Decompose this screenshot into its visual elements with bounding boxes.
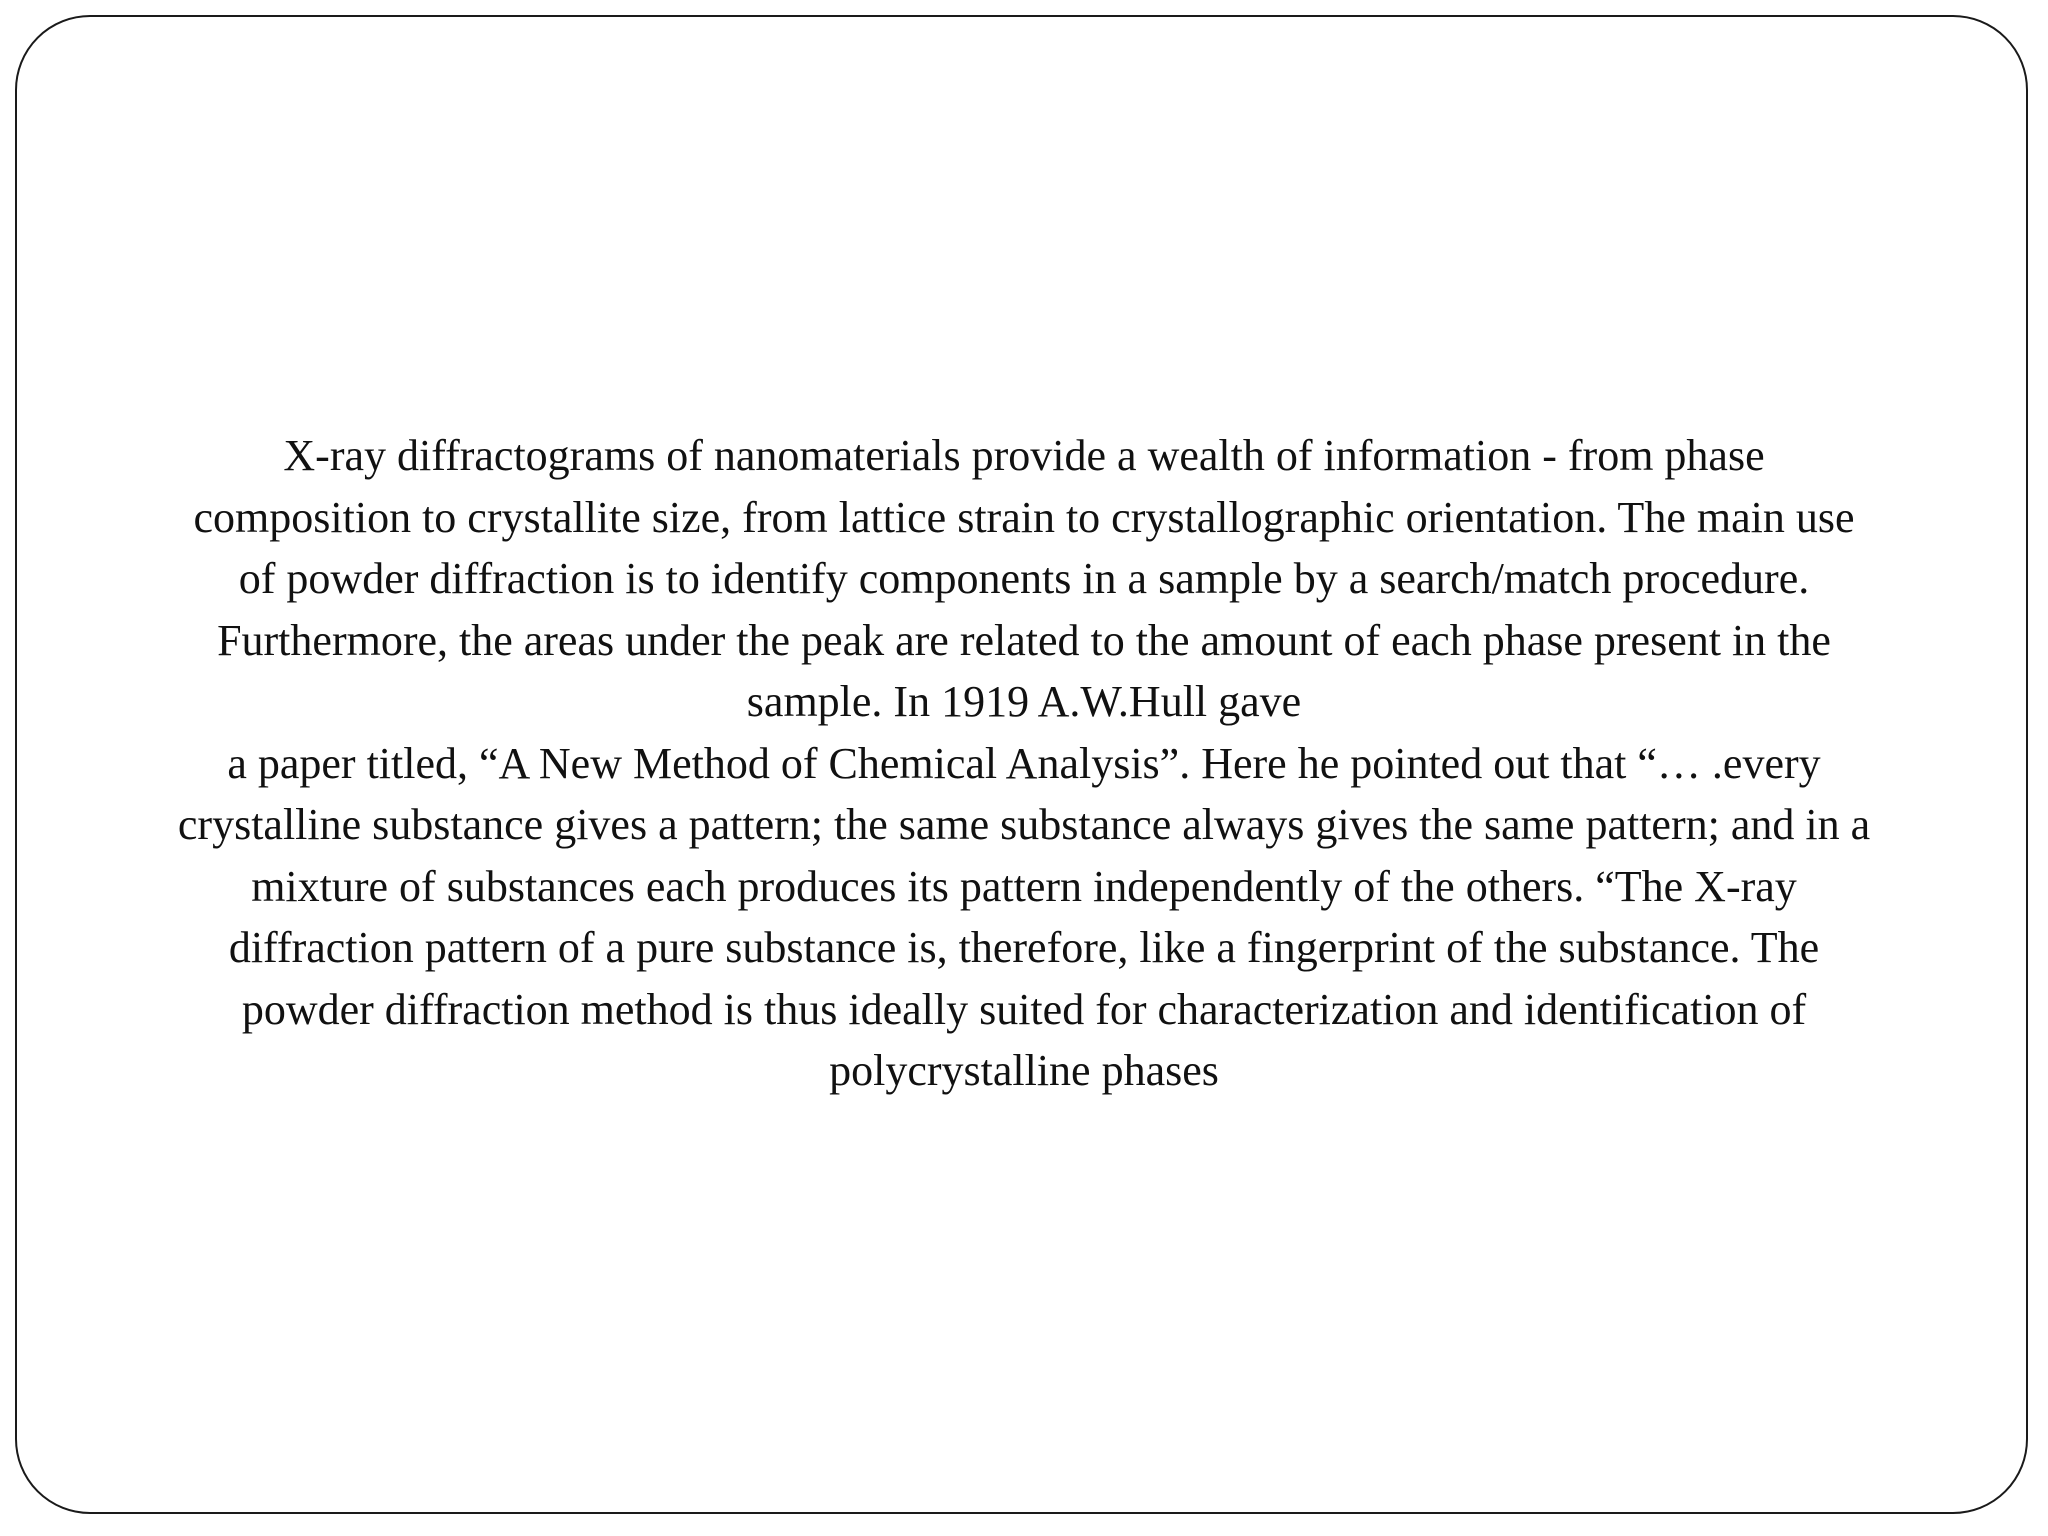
text-line-7: crystalline substance gives a pattern; the same substance always gives the same pattern; and in a xyxy=(177,800,1871,849)
text-line-1: X-ray diffractograms of nanomaterials provide a wealth of information - from phase xyxy=(283,431,1765,480)
slide-body-text xyxy=(34,425,2014,1102)
text-line-11: polycrystalline phases xyxy=(829,1046,1219,1095)
text-line-9: diffraction pattern of a pure substance is, therefore, like a fingerprint of the substance. The xyxy=(228,923,1820,972)
text-line-10: powder diffraction method is thus ideally suited for characterization and identification of xyxy=(241,984,1807,1034)
text-line-5: sample. In 1919 A.W.Hull gave xyxy=(746,677,1302,726)
text-line-6: a paper titled, “A New Method of Chemical Analysis”. Here he pointed out that “… .every xyxy=(227,738,1821,788)
text-line-3: of powder diffraction is to identify components in a sample by a search/match procedure. xyxy=(238,554,1810,603)
text-line-4: Furthermore, the areas under the peak are related to the amount of each phase present in the xyxy=(217,615,1831,665)
text-line-2: composition to crystallite size, from lattice strain to crystallographic orientation. The main use xyxy=(193,492,1855,542)
text-line-8: mixture of substances each produces its pattern independently of the others. “The X-ray xyxy=(251,861,1797,911)
